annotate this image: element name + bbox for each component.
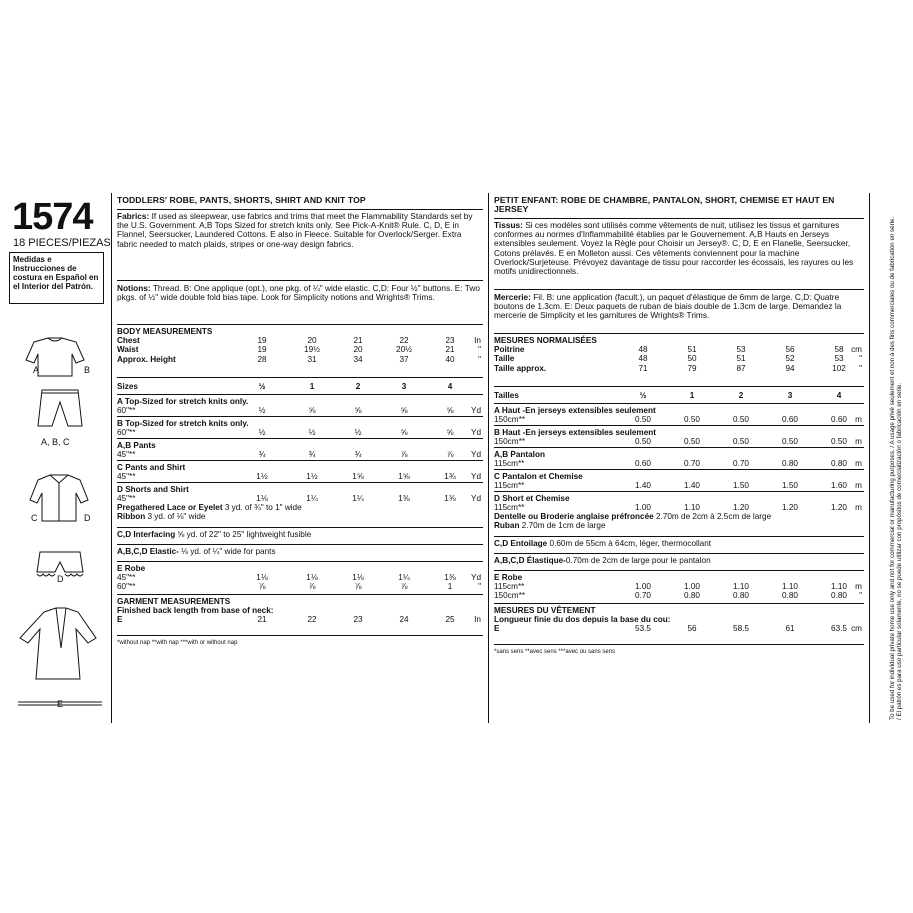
row-value: 0.60: [831, 415, 847, 424]
row-value: 1¼: [306, 494, 318, 503]
row-value: 20: [353, 345, 363, 355]
row-value: 0.50: [733, 415, 749, 424]
row-unit: Yd: [470, 494, 481, 503]
yardage-title: A,B Pantalon: [494, 450, 545, 459]
yardage-extra: [117, 512, 483, 521]
row-value: 19: [257, 345, 267, 355]
yardage-block: [117, 438, 483, 460]
entoilage-text: 0.60m de 55cm à 64cm, léger, thermocollant: [547, 539, 712, 548]
value-row: [117, 494, 483, 503]
yardage-title: B Top-Sized for stretch knits only.: [117, 419, 249, 428]
garment-subtitle: Finished back length from base of neck:: [117, 606, 274, 615]
row-value: 48: [638, 354, 648, 364]
notions-section: [117, 280, 483, 324]
row-value: ½: [354, 428, 362, 437]
row-unit: Yd: [470, 406, 481, 415]
row-unit: m: [855, 459, 862, 468]
row-label: 45"**: [117, 450, 136, 459]
yardage-block: [494, 425, 864, 447]
row-value: 1⅛: [352, 573, 364, 582]
row-value: 28: [257, 354, 267, 364]
value-row: [494, 345, 864, 354]
tissus-label: Tissus:: [494, 220, 523, 230]
garment-section: [117, 594, 483, 635]
row-unit: m: [855, 437, 862, 446]
side-legal-text-content: To be used for individual private home use only and not for commercial or manufacturing purposes. / A usage privé seulement et non à des fins commerciales ou de fabrication en série. / El patrón es para uso particular solamente, no se puede utilizar con propósitos de comercialización o fabricación en serie.: [889, 216, 903, 720]
value-row: [117, 336, 483, 345]
row-value: ⅞: [446, 450, 454, 459]
row-value: 1⅜: [444, 494, 456, 503]
elastic-text: ⅛ yd. of ¼" wide for pants: [178, 547, 276, 556]
row-value: 1.40: [635, 481, 651, 490]
pattern-number: 1574: [12, 196, 93, 238]
value-row: [117, 472, 483, 481]
row-value: 1⅝: [398, 472, 410, 481]
french-column: [494, 196, 864, 657]
interfacing-label: C,D Interfacing: [117, 530, 176, 539]
tissus-section: [494, 218, 864, 289]
fabrics-text: If used as sleepwear, use fabrics and trims that meet the Flammability Standards set by the U.S. Government. A,B Tops Sized for stretch knits only. See Pick-A-Knit® Rule. C, D, E in Flannel, Seersucker, Laundered Cottons. E also in Fleece. Suitable for Overlock/Serger. Extra fabric needed to match plaids, stripes or one-way design fabrics.: [117, 211, 473, 249]
vetement-subtitle: Longueur finie du dos depuis la base du cou:: [494, 615, 671, 624]
row-value: 1¾: [444, 472, 456, 481]
view-label-abc: A, B, C: [41, 437, 70, 447]
value-row: [494, 624, 864, 633]
row-value: ⅝: [400, 406, 408, 415]
row-value: 22: [399, 336, 409, 345]
body-title: BODY MEASUREMENTS: [117, 327, 213, 336]
row-label: 150cm**: [494, 415, 525, 424]
row-value: 1.10: [831, 582, 847, 591]
row-label: E: [117, 615, 123, 624]
row-label: 150cm**: [494, 437, 525, 446]
interfacing-text: ⅝ yd. of 22" to 25" lightweight fusible: [175, 530, 312, 539]
spanish-note-box: Medidas e Instrucciones de costura en Español en el Interior del Patrón.: [9, 252, 104, 304]
row-unit: Yd: [470, 428, 481, 437]
robe-fr-section: [494, 570, 864, 603]
fabrics-section: [117, 209, 483, 280]
row-value: 1.00: [684, 582, 700, 591]
value-row: [494, 503, 864, 512]
yardage-block: [494, 469, 864, 491]
french-title: PETIT ENFANT: ROBE DE CHAMBRE, PANTALON, SHORT, CHEMISE ET HAUT EN JERSEY: [494, 195, 835, 214]
row-value: 20½: [396, 345, 412, 355]
row-value: 0.60: [782, 415, 798, 424]
row-value: 1⅝: [352, 472, 364, 481]
body-measurements: [117, 324, 483, 377]
row-value: ¾: [258, 450, 266, 459]
row-value: ⅞: [400, 450, 408, 459]
size-value: ½: [258, 382, 266, 391]
value-row: [494, 459, 864, 468]
sizes-label: Sizes: [117, 382, 138, 391]
elastique-label: A,B,C,D Élastique-: [494, 556, 566, 565]
yardage-title: A Top-Sized for stretch knits only.: [117, 397, 249, 406]
row-value: 0.50: [684, 415, 700, 424]
row-value: ⅝: [446, 406, 454, 415]
row-value: 1.10: [733, 582, 749, 591]
row-value: 0.70: [684, 459, 700, 468]
row-value: 51: [687, 345, 697, 354]
yardage-block: [117, 460, 483, 482]
yardage-block: [494, 403, 864, 425]
row-value: 20: [307, 336, 317, 345]
row-value: 1⅛: [306, 573, 318, 582]
row-label: Poitrine: [494, 345, 525, 354]
value-row: [117, 615, 483, 624]
sizes-row: [117, 377, 483, 394]
row-value: 58: [834, 345, 844, 354]
row-unit: m: [855, 582, 862, 591]
french-footnote: *sans sens **avec sens ***avec ou sans sens: [494, 644, 864, 657]
row-label: Taille: [494, 354, 515, 364]
row-value: 1⅜: [444, 573, 456, 582]
value-row: [117, 450, 483, 459]
row-value: 1.20: [782, 503, 798, 512]
row-value: 1.10: [782, 582, 798, 591]
extra-label: Pregathered Lace or Eyelet: [117, 503, 223, 513]
row-label: 150cm**: [494, 591, 525, 601]
row-value: ½: [308, 428, 316, 437]
yardage-extra: [494, 521, 864, 530]
size-value: ½: [639, 391, 647, 400]
row-value: 1½: [256, 472, 268, 481]
row-value: 1¼: [352, 494, 364, 503]
row-value: 1.20: [733, 503, 749, 512]
row-unit: m: [855, 415, 862, 424]
row-value: 1: [447, 582, 453, 592]
row-value: 79: [687, 363, 697, 373]
row-label: 115cm**: [494, 582, 525, 591]
yardage-block: [494, 491, 864, 536]
row-value: 23: [445, 336, 455, 345]
value-row: [117, 355, 483, 364]
row-value: 23: [353, 615, 363, 624]
yardage-title: A,B Pants: [117, 441, 156, 450]
extra-text: 3 yd. of ⅛" wide: [145, 512, 206, 522]
yardage-block: [117, 416, 483, 438]
size-value: 3: [401, 382, 407, 391]
yardage-title: C Pantalon et Chemise: [494, 472, 583, 481]
row-label: E: [494, 624, 500, 633]
value-row: [117, 582, 483, 591]
row-value: 52: [785, 354, 795, 364]
english-title: TODDLERS' ROBE, PANTS, SHORTS, SHIRT AND KNIT TOP: [117, 195, 366, 205]
row-value: 21: [353, 336, 363, 345]
row-unit: cm: [851, 624, 862, 633]
elastic-label: A,B,C,D Elastic-: [117, 547, 179, 556]
value-row: [117, 573, 483, 582]
row-unit: ": [478, 345, 481, 355]
robe-title: E Robe: [117, 564, 146, 573]
interfacing-row: [117, 527, 483, 544]
row-value: 56: [687, 624, 697, 633]
row-value: ¾: [354, 450, 362, 459]
mercerie-text: Fil. B: une application (facult.), un paquet d'élastique de 6mm de large. C,D: Quatre boutons de 1.3cm. E: Deux paquets de ruban de biais double de 1.3cm de large. Demandez la mercerie de Simplicity et les garnitures de Wrights® Trims.: [494, 292, 842, 321]
view-label-d: D: [84, 513, 91, 523]
row-value: 53.5: [635, 624, 651, 633]
row-value: 0.50: [684, 437, 700, 446]
yardage-title: A Haut -En jerseys extensibles seulement: [494, 406, 656, 415]
row-label: 60"**: [117, 406, 136, 415]
size-value: 4: [836, 391, 842, 400]
value-row: [117, 345, 483, 354]
yardage-block: [117, 482, 483, 527]
view-label-d2: D: [57, 574, 64, 584]
size-value: 2: [355, 382, 361, 391]
extra-text: 2.70m de 1cm de large: [519, 521, 606, 531]
row-value: 1½: [306, 472, 318, 481]
row-label: 60"**: [117, 582, 136, 592]
row-value: 1.20: [831, 503, 847, 512]
row-label: 45"**: [117, 573, 136, 582]
garment-title: GARMENT MEASUREMENTS: [117, 597, 231, 606]
vetement-title: MESURES DU VÊTEMENT: [494, 606, 596, 615]
row-value: 87: [736, 363, 746, 373]
row-value: 1.10: [684, 503, 700, 512]
row-value: 0.80: [831, 591, 847, 601]
row-value: 25: [445, 615, 455, 624]
row-unit: cm: [851, 345, 862, 354]
yardage-block: [494, 447, 864, 469]
entoilage-label: C,D Entoilage: [494, 539, 548, 548]
row-unit: In: [474, 615, 481, 624]
row-value: 1.40: [684, 481, 700, 490]
row-value: ⅝: [446, 428, 454, 437]
row-value: 0.50: [782, 437, 798, 446]
mesures-title: MESURES NORMALISÉES: [494, 336, 597, 345]
yardage-title: C Pants and Shirt: [117, 463, 186, 472]
yardage-title: D Short et Chemise: [494, 494, 570, 503]
row-unit: m: [855, 481, 862, 490]
row-value: 19½: [304, 345, 320, 355]
row-value: 0.60: [635, 459, 651, 468]
row-label: 45"**: [117, 472, 136, 481]
notions-text: Thread. B: One applique (opt.), one pkg. of ¼" wide elastic. C,D: Four ½" buttons. E: Two pkgs. of ½" wide double fold bias tape. Look for Simplicity notions and Wrights® Trims.: [117, 283, 480, 303]
row-unit: Yd: [470, 573, 481, 582]
value-row: [494, 415, 864, 424]
row-value: 1.60: [831, 481, 847, 490]
extra-text: 2.70m de 2cm à 2.5cm de large: [653, 512, 772, 522]
mercerie-label: Mercerie:: [494, 292, 531, 302]
english-footnote: *without nap **with nap ***with or without nap: [117, 635, 483, 648]
row-value: 24: [399, 615, 409, 624]
extra-label: Dentelle ou Broderie anglaise préfroncée: [494, 512, 654, 522]
tissus-text: Si ces modèles sont utilisés comme vêtements de nuit, utilisez les tissus et garnitures conformes au normes d'Inflammabilité établies par le Gouvernement. A,B Hauts en Jerseys extensibles seulement. Voyez la Règle pour Choisir un Jersey®. C, D, E en Flanelle, Seersucker, Cotons prélavés. E en Molleton aussi. Ces vêtements conviennent pour la machine Overlock/Surjeteuse. Prévoyez davantage de tissu pour raccorder les écossais, les rayures ou les motifs unidirectionnels.: [494, 220, 854, 277]
row-value: 1⅛: [256, 573, 268, 582]
row-value: 0.50: [635, 437, 651, 446]
side-legal-text: [876, 215, 903, 720]
yardage-title: D Shorts and Shirt: [117, 485, 189, 494]
row-unit: ": [859, 591, 862, 601]
row-value: 50: [687, 354, 697, 364]
row-value: ¾: [308, 450, 316, 459]
tailles-row: [494, 386, 864, 403]
yardage-extra: [494, 512, 864, 521]
row-value: ⅝: [308, 406, 316, 415]
row-unit: m: [855, 503, 862, 512]
row-value: 1⅜: [398, 494, 410, 503]
divider-mid: [488, 193, 489, 723]
yardage-block: [117, 394, 483, 416]
row-value: 48: [638, 345, 648, 354]
notions-label: Notions:: [117, 283, 151, 293]
row-value: 53: [834, 354, 844, 364]
garment-illustrations: [10, 330, 110, 720]
elastique-text: 0.70m de 2cm de large pour le pantalon: [565, 556, 711, 565]
row-value: ⅝: [354, 406, 362, 415]
size-value: 3: [787, 391, 793, 400]
row-value: 0.50: [831, 437, 847, 446]
row-label: 115cm**: [494, 459, 525, 468]
vetement-section: [494, 603, 864, 644]
row-value: ⅞: [400, 582, 408, 592]
view-label-b: B: [84, 365, 91, 375]
row-value: ½: [258, 428, 266, 437]
extra-label: Ribbon: [117, 512, 146, 522]
row-label: Taille approx.: [494, 363, 547, 373]
size-value: 4: [447, 382, 453, 391]
size-value: 2: [738, 391, 744, 400]
row-value: 0.80: [684, 591, 700, 601]
view-label-e: E: [57, 699, 64, 709]
row-label: Approx. Height: [117, 354, 176, 364]
value-row: [494, 481, 864, 490]
row-value: ⅞: [258, 582, 266, 592]
row-value: 40: [445, 354, 455, 364]
row-value: ⅞: [354, 582, 362, 592]
row-value: 0.50: [635, 415, 651, 424]
size-value: 1: [309, 382, 315, 391]
view-label-c: C: [31, 513, 38, 523]
divider-left: [111, 193, 112, 723]
row-unit: ": [478, 582, 481, 592]
elastique-row: [494, 553, 864, 570]
row-label: 45"**: [117, 494, 136, 503]
robe-fr-title: E Robe: [494, 573, 523, 582]
row-value: 37: [399, 354, 409, 364]
row-unit: ": [478, 354, 481, 364]
value-row: [117, 406, 483, 415]
row-value: ½: [258, 406, 266, 415]
row-unit: In: [474, 336, 481, 345]
robe-section: [117, 561, 483, 594]
row-value: 63.5: [831, 624, 847, 633]
row-value: 0.50: [733, 437, 749, 446]
row-label: 115cm**: [494, 481, 525, 490]
value-row: [494, 437, 864, 446]
row-value: 0.70: [635, 591, 651, 601]
extra-label: Ruban: [494, 521, 520, 531]
row-value: ⅝: [400, 428, 408, 437]
row-value: 0.80: [831, 459, 847, 468]
row-unit: Yd: [470, 450, 481, 459]
row-unit: ": [859, 363, 862, 373]
row-label: 60"**: [117, 428, 136, 437]
row-value: 21: [445, 345, 455, 355]
row-value: 102: [832, 363, 846, 373]
row-value: 21: [257, 615, 267, 624]
row-value: 58.5: [733, 624, 749, 633]
row-value: 0.80: [733, 591, 749, 601]
row-value: 1.00: [635, 582, 651, 591]
row-label: Waist: [117, 345, 139, 355]
value-row: [494, 582, 864, 591]
row-value: 1⅛: [256, 494, 268, 503]
row-value: 1.00: [635, 503, 651, 512]
entoilage-row: [494, 536, 864, 553]
row-value: 1.50: [733, 481, 749, 490]
divider-right: [869, 193, 870, 723]
row-label: Chest: [117, 336, 140, 345]
pieces-count: 18 PIECES/PIEZAS: [13, 237, 111, 249]
row-value: 0.80: [782, 459, 798, 468]
value-row: [494, 354, 864, 363]
value-row: [494, 364, 864, 373]
yardage-extra: [117, 503, 483, 512]
size-value: 1: [689, 391, 695, 400]
fabrics-label: Fabrics:: [117, 211, 150, 221]
row-value: 94: [785, 363, 795, 373]
row-label: 115cm**: [494, 503, 525, 512]
row-value: 0.80: [782, 591, 798, 601]
elastic-row: [117, 544, 483, 561]
row-value: 51: [736, 354, 746, 364]
mesures-normalisees: [494, 333, 864, 386]
english-column: [117, 196, 483, 648]
sizes-label: Tailles: [494, 391, 519, 400]
value-row: [117, 428, 483, 437]
row-unit: ": [859, 354, 862, 364]
row-unit: Yd: [470, 472, 481, 481]
row-value: 0.70: [733, 459, 749, 468]
row-value: 71: [638, 363, 648, 373]
row-value: 31: [307, 354, 317, 364]
extra-text: 3 yd. of ¾" to 1" wide: [222, 503, 302, 513]
row-value: 1¼: [398, 573, 410, 582]
row-value: 34: [353, 354, 363, 364]
yardage-title: B Haut -En jerseys extensibles seulement: [494, 428, 656, 437]
row-value: 61: [785, 624, 795, 633]
view-label-a: A: [33, 365, 40, 375]
value-row: [494, 591, 864, 600]
row-value: 1.50: [782, 481, 798, 490]
mercerie-section: [494, 289, 864, 333]
row-value: 19: [257, 336, 267, 345]
row-value: ⅞: [308, 582, 316, 592]
row-value: 56: [785, 345, 795, 354]
row-value: 53: [736, 345, 746, 354]
row-value: 22: [307, 615, 317, 624]
